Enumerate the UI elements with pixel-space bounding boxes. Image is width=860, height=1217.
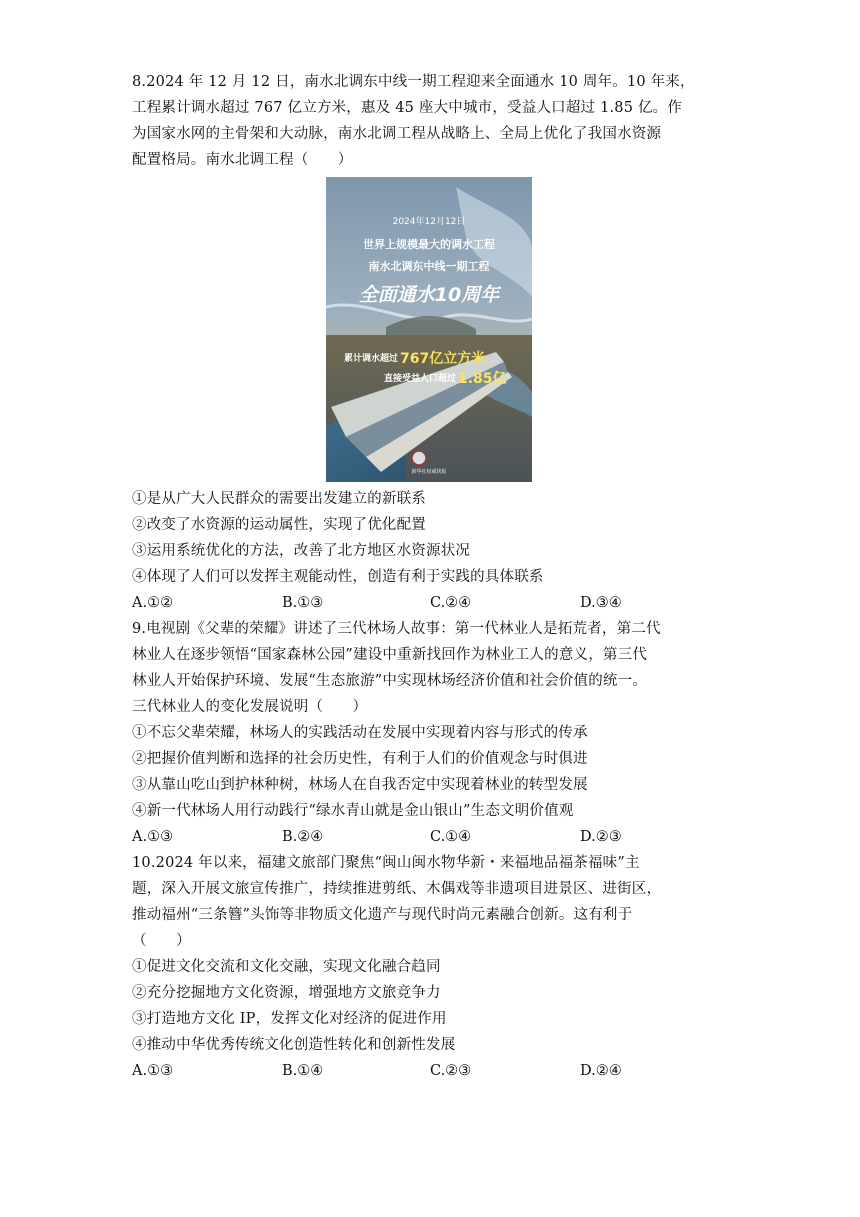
q9-option-a: A.①③ — [132, 829, 174, 845]
poster-date: 2024年12月12日 — [392, 217, 466, 227]
q10-statement-4: ④推动中华优秀传统文化创造性转化和创新性发展 — [132, 1037, 456, 1053]
q8-option-b: B.①③ — [282, 595, 324, 611]
q9-stem-line-2: 林业人在逐步领悟“国家森林公园”建设中重新找回作为林业工人的意义，第三代 — [132, 647, 648, 663]
q10-option-d: D.②④ — [580, 1063, 622, 1079]
poster-headline: 全面通水10周年 — [358, 284, 500, 306]
q10-stem-line-2: 题，深入开展文旅宣传推广，持续推进剪纸、木偶戏等非遗项目进景区、进街区， — [132, 881, 662, 897]
q10-statement-3: ③打造地方文化 IP，发挥文化对经济的促进作用 — [132, 1011, 447, 1027]
q9-statement-4: ④新一代林场人用行动践行“绿水青山就是金山银山”生态文明价值观 — [132, 803, 574, 819]
q10-statement-2: ②充分挖掘地方文化资源，增强地方文旅竞争力 — [132, 985, 441, 1001]
q8-option-c: C.②④ — [430, 595, 472, 611]
q9-stem-line-3: 林业人开始保护环境、发展“生态旅游”中实现林场经济价值和社会价值的统一。 — [132, 673, 648, 689]
poster-line-1: 世界上规模最大的调水工程 — [363, 238, 495, 251]
q10-stem-line-4: （ ） — [132, 933, 191, 949]
poster-stat1-value: 767亿立方米 — [400, 351, 486, 367]
poster-stat1-prefix: 累计调水超过 — [343, 354, 398, 364]
q8-stem-line-1: 8.2024 年 12 月 12 日，南水北调东中线一期工程迎来全面通水 10 周年。10 年来， — [132, 74, 695, 90]
q8-stem-line-2: 工程累计调水超过 767 亿立方米，惠及 45 座大中城市，受益人口超过 1.85 亿。作 — [132, 100, 683, 116]
q9-statement-1: ①不忘父辈荣耀，林场人的实践活动在发展中实现着内容与形式的传承 — [132, 725, 588, 741]
poster-stat2-prefix: 直接受益人口超过 — [383, 374, 456, 384]
q10-option-a: A.①③ — [132, 1063, 174, 1079]
q9-stem-line-1: 9.电视剧《父辈的荣耀》讲述了三代林场人故事：第一代林业人是拓荒者，第二代 — [132, 621, 661, 637]
q9-statement-3: ③从靠山吃山到护林种树，林场人在自我否定中实现着林业的转型发展 — [132, 777, 588, 793]
q10-option-c: C.②③ — [430, 1063, 472, 1079]
poster-source: 新华社权威快报 — [411, 469, 447, 475]
q10-options — [132, 1061, 732, 1081]
q8-option-d: D.③④ — [580, 595, 622, 611]
q10-statement-1: ①促进文化交流和文化交融，实现文化融合趋同 — [132, 959, 441, 975]
q9-option-b: B.②④ — [282, 829, 324, 845]
q8-poster-image — [326, 177, 532, 482]
q9-options — [132, 827, 732, 847]
q9-option-c: C.①④ — [430, 829, 472, 845]
q8-option-a: A.①② — [132, 595, 174, 611]
q10-stem-line-1: 10.2024 年以来，福建文旅部门聚焦“闽山闽水物华新・来福地品福茶福味”主 — [132, 855, 640, 871]
q8-stem-line-3: 为国家水网的主骨架和大动脉，南水北调工程从战略上、全局上优化了我国水资源 — [132, 126, 662, 142]
q8-statement-4: ④体现了人们可以发挥主观能动性，创造有利于实践的具体联系 — [132, 569, 544, 585]
q8-options — [132, 593, 732, 613]
q8-statement-3: ③运用系统优化的方法，改善了北方地区水资源状况 — [132, 543, 471, 559]
q8-stem-line-4: 配置格局。南水北调工程（ ） — [132, 152, 353, 168]
q10-stem-line-3: 推动福州“三条簪”头饰等非物质文化遗产与现代时尚元素融合创新。这有利于 — [132, 907, 633, 923]
poster-stat2-value: 1.85亿 — [458, 371, 507, 387]
q9-statement-2: ②把握价值判断和选择的社会历史性，有利于人们的价值观念与时俱进 — [132, 751, 588, 767]
q8-statement-2: ②改变了水资源的运动属性，实现了优化配置 — [132, 517, 426, 533]
q8-statement-1: ①是从广大人民群众的需要出发建立的新联系 — [132, 491, 426, 507]
q10-option-b: B.①④ — [282, 1063, 324, 1079]
q9-option-d: D.②③ — [580, 829, 622, 845]
poster-line-2: 南水北调东中线一期工程 — [368, 260, 490, 273]
q9-stem-line-4: 三代林业人的变化发展说明（ ） — [132, 699, 368, 715]
